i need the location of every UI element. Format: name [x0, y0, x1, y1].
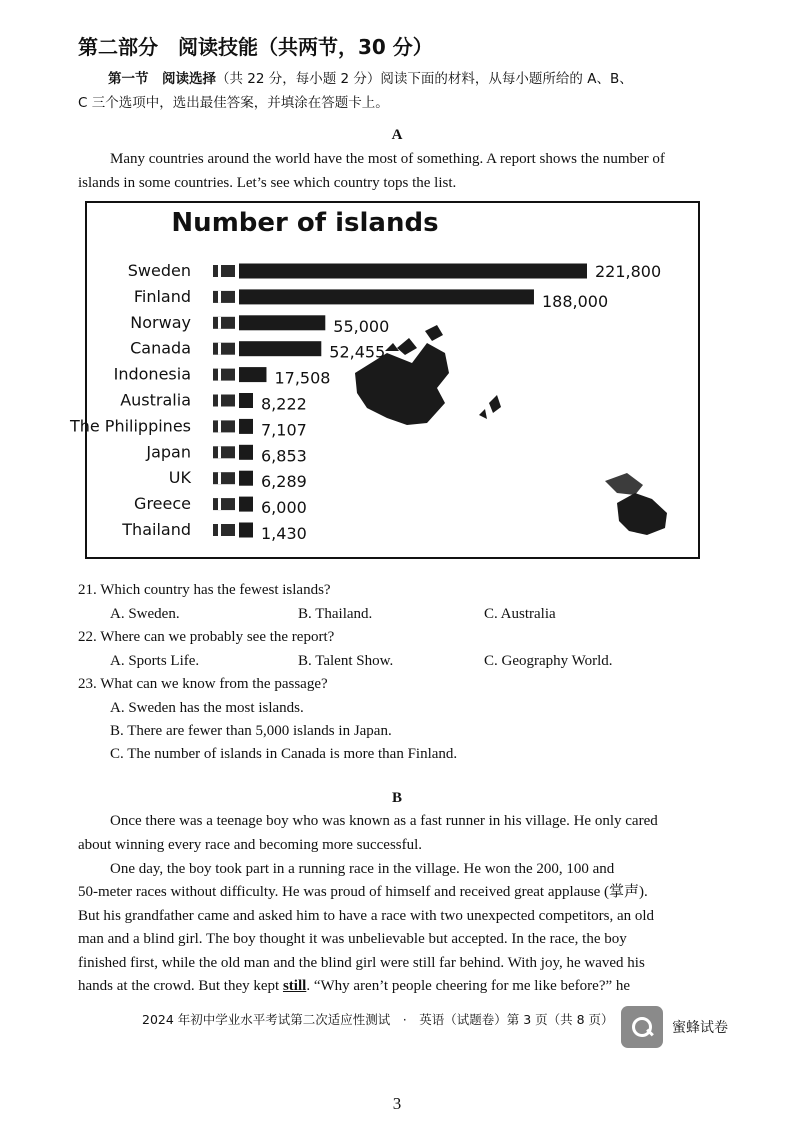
value-label: 221,800: [595, 262, 662, 281]
flag-stripe: [218, 524, 221, 536]
bar: [239, 497, 253, 512]
section-label: 第一节 阅读选择: [108, 71, 216, 87]
instruction-line-1: [108, 68, 728, 91]
passage-line: 50-meter races without difficulty. He was proud of himself and received great applause (掌声).: [78, 884, 648, 900]
chart-title: Number of islands: [171, 208, 439, 238]
passage-line: about winning every race and becoming more successful.: [78, 837, 423, 853]
flag-stripe: [218, 395, 221, 407]
value-label: 6,853: [261, 446, 307, 466]
passage-line: finished first, while the old man and the blind girl were still far behind. With joy, he waved his: [78, 955, 645, 971]
flag-stripe: [218, 291, 221, 303]
flag-icon: [213, 343, 235, 355]
value-label: 52,455: [329, 342, 386, 362]
question-stem: 21. Which country has the fewest islands?: [78, 582, 331, 598]
flag-stripe: [218, 446, 221, 458]
category-label: Thailand: [122, 520, 191, 539]
value-label: 6,289: [261, 472, 307, 492]
bar: [239, 393, 253, 408]
flag-stripe: [218, 369, 221, 381]
flag-stripe: [218, 317, 221, 329]
option-c: C. Geography World.: [484, 653, 613, 669]
category-label: Japan: [146, 442, 191, 462]
underlined-word: still: [282, 978, 307, 994]
instruction-text: （共 22 分，每小题 2 分）阅读下面的材料，从每小题所给的 A、B、: [216, 71, 633, 87]
category-label: Sweden: [127, 261, 191, 280]
passage-line: Once there was a teenage boy who was known as a fast runner in his village. He only cared: [110, 813, 658, 829]
island-chart-svg: [69, 203, 698, 557]
bar: [239, 315, 325, 330]
brand-name: 蜜蜂试卷: [672, 1020, 728, 1036]
value-label: 188,000: [541, 291, 609, 311]
bar: [239, 523, 253, 538]
value-label: 8,222: [261, 394, 307, 414]
bar: [239, 341, 321, 356]
option-b: B. Thailand.: [298, 606, 373, 622]
value-label: 17,508: [274, 368, 331, 388]
australia-map-illustration: [479, 395, 667, 535]
bar: [239, 419, 253, 434]
value-label: 7,107: [261, 420, 307, 440]
category-label: Indonesia: [113, 364, 191, 384]
flag-stripe: [218, 498, 221, 510]
flag-icon: [213, 472, 235, 484]
option-a: A. Sweden.: [110, 606, 180, 622]
passage-text: hands at the crowd. But they kept: [78, 978, 280, 994]
option-c: C. Australia: [484, 606, 556, 622]
option-a: A. Sweden has the most islands.: [110, 700, 304, 716]
passage-a-intro-1: Many countries around the world have the most of something. A report shows the number of: [110, 151, 665, 167]
category-label: Finland: [133, 286, 191, 306]
island-chart: [69, 201, 700, 559]
bar: [239, 264, 587, 279]
flag-stripe: [218, 343, 221, 355]
value-label: 1,430: [261, 524, 307, 543]
page-number: 3: [392, 1094, 402, 1113]
section-title: 第二部分 阅读技能（共两节，30 分）: [78, 35, 433, 59]
category-label: Norway: [130, 312, 191, 332]
question-stem: 23. What can we know from the passage?: [78, 676, 328, 692]
instruction-line-2: C 三个选项中，选出最佳答案，并填涂在答题卡上。: [78, 95, 389, 111]
bar: [239, 289, 534, 304]
passage-line: But his grandfather came and asked him to have a race with two unexpected competitors, an old: [78, 908, 655, 924]
passage-b-label: B: [391, 790, 402, 806]
category-label: The Philippines: [69, 416, 191, 436]
option-b: B. Talent Show.: [298, 653, 394, 669]
flag-stripe: [218, 420, 221, 432]
passage-text: . “Why aren’t people cheering for me like before?” he: [306, 978, 631, 994]
flag-icon: [213, 317, 235, 329]
passage-a-intro-2: islands in some countries. Let’s see which country tops the list.: [78, 175, 457, 191]
passage-line: [78, 975, 630, 999]
footer-text: 2024 年初中学业水平考试第二次适应性测试 · 英语（试题卷）第 3 页（共 8 页）: [142, 1012, 614, 1027]
brand-logo-icon: [621, 1006, 663, 1048]
flag-stripe: [218, 472, 221, 484]
bar: [239, 471, 253, 486]
value-label: 55,000: [333, 316, 390, 336]
bar: [239, 367, 266, 382]
bar: [239, 445, 253, 460]
category-label: Canada: [130, 338, 191, 358]
category-label: Greece: [134, 494, 191, 514]
canada-map-illustration: [355, 325, 449, 425]
flag-icon: [213, 369, 235, 381]
passage-line: man and a blind girl. The boy thought it was unbelievable but accepted. In the race, the boy: [78, 931, 627, 947]
passage-line: One day, the boy took part in a running race in the village. He won the 200, 100 and: [110, 861, 615, 877]
flag-icon: [213, 446, 235, 458]
passage-a-label: A: [391, 127, 403, 143]
option-b: B. There are fewer than 5,000 islands in Japan.: [110, 723, 392, 739]
flag-icon: [213, 265, 235, 277]
flag-icon: [213, 395, 235, 407]
flag-stripe: [218, 265, 221, 277]
flag-icon: [213, 524, 235, 536]
category-label: UK: [168, 468, 191, 488]
flag-icon: [213, 291, 235, 303]
option-c: C. The number of islands in Canada is more than Finland.: [110, 746, 458, 762]
question-stem: 22. Where can we probably see the report?: [78, 629, 335, 645]
category-label: Australia: [120, 390, 191, 410]
flag-icon: [213, 420, 235, 432]
option-a: A. Sports Life.: [110, 653, 200, 669]
value-label: 6,000: [261, 498, 307, 518]
flag-icon: [213, 498, 235, 510]
